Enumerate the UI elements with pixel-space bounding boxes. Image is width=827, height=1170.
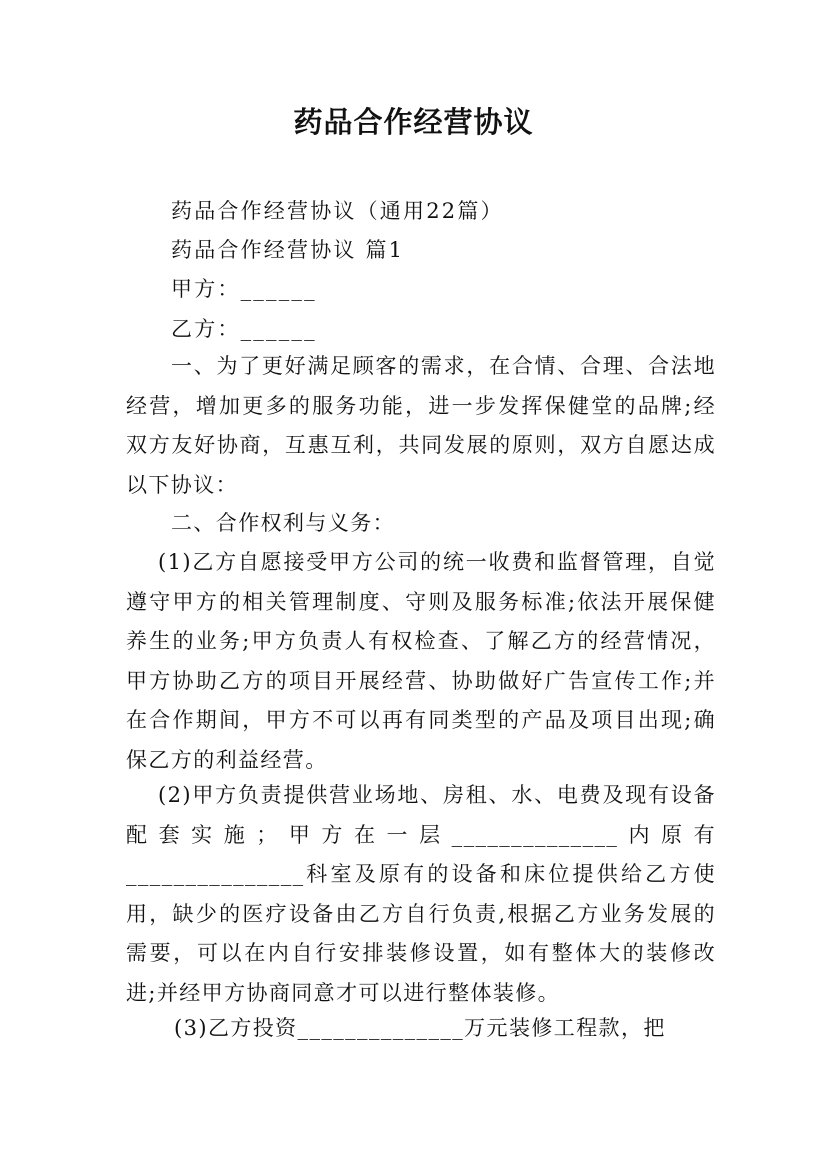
party-a-line: 甲方：______ (171, 277, 317, 301)
chapter-heading: 药品合作经营协议 篇1 (171, 238, 405, 262)
document-subtitle: 药品合作经营协议（通用22篇） (171, 199, 504, 223)
paragraph-rights-heading: 二、合作权利与义务： (171, 511, 395, 535)
party-b-line: 乙方：______ (171, 317, 317, 341)
paragraph-purpose: 一、为了更好满足顾客的需求，在合情、合理、合法地经营，增加更多的服务功能，进一步发挥保健堂的品牌;经双方友好协商，互惠互利，共同发展的原则，双方自愿达成以下协议： (126, 354, 716, 497)
paragraph-clause-2: (2)甲方负责提供营业场地、房租、水、电费及现有设备配套实施；甲方在一层______________内原有_______________科室及原有的设备和床位提供给乙方使用，缺少的医疗设备由乙方自行负责,根据乙方业务发展的需要，可以在内自行安排装修设置，如有整体大的装修改进;并经甲方协商同意才可以进行整体装修。 (126, 783, 716, 1005)
paragraph-clause-1: (1)乙方自愿接受甲方公司的统一收费和监督管理，自觉遵守甲方的相关管理制度、守则及服务标准;依法开展保健养生的业务;甲方负责人有权检查、了解乙方的经营情况，甲方协助乙方的项目开展经营、协助做好广告宣传工作;并在合作期间，甲方不可以再有同类型的产品及项目出现;确保乙方的利益经营。 (126, 550, 716, 772)
document-title: 药品合作经营协议 (293, 105, 534, 139)
paragraph-clause-3: (3)乙方投资______________万元装修工程款，把 (174, 1016, 666, 1040)
